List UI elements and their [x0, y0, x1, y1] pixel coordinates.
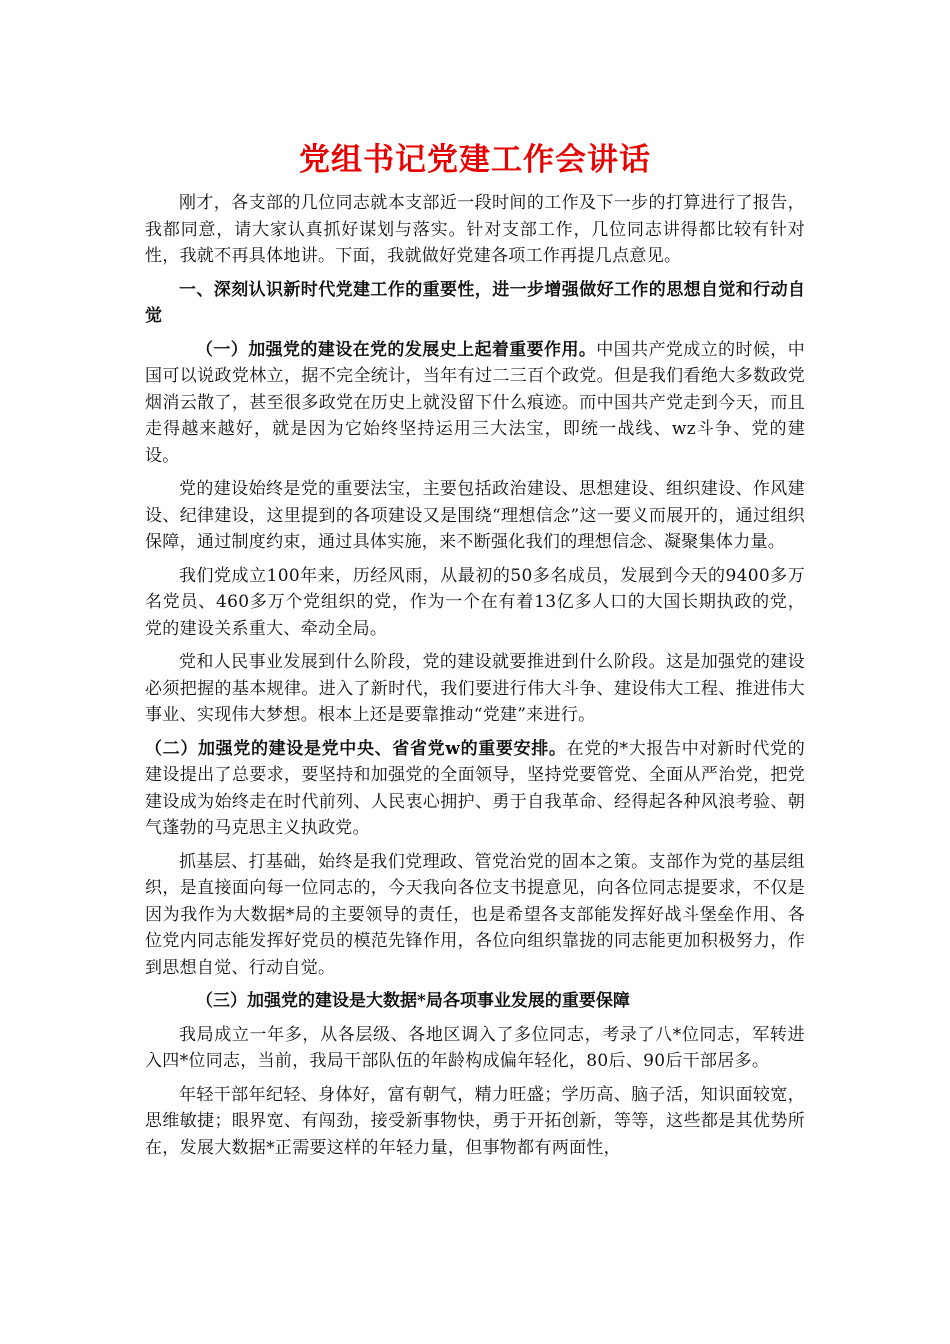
subsection-1-heading: （一）加强党的建设在党的发展史上起着重要作用。	[196, 339, 597, 360]
paragraph-grassroots: 抓基层、打基础，始终是我们党理政、管党治党的固本之策。支部作为党的基层组织，是直接面向每一位同志的，今天我向各位支书提意见，向各位同志提要求，不仅是因为我作为大数据*局的主要领导的责任，也是希望各支部能发挥好战斗堡垒作用、各位党内同志能发挥好党员的模范先锋作用，各位向组织靠拢的同志能更加积极努力，作到思想自觉、行动自觉。	[145, 851, 805, 978]
subsection-2-text: 在党的*大报告中对新时代党的建设提出了总要求，要坚持和加强党的全面领导，坚持党要管党、全面从严治党，把党建设成为始终走在时代前列、人民衷心拥护、勇于自我革命、经得起各种风浪考验、朝气蓬勃的马克思主义执政党。	[145, 738, 805, 838]
document-title: 党组书记党建工作会讲话	[299, 142, 651, 178]
section-heading-1: 一、深刻认识新时代党建工作的重要性，进一步增强做好工作的思想自觉和行动自觉	[145, 279, 805, 326]
paragraph-100-years: 我们党成立100年来，历经风雨，从最初的50多名成员，发展到今天的9400多万名党员、460多万个党组织的党，作为一个在有着13亿多人口的大国长期执政的党，党的建设关系重大、牵动全局。	[145, 565, 805, 639]
subsection-1-text: 中国共产党成立的时候，中国可以说政党林立，据不完全统计，当年有过二三百个政党。但是我们看绝大多数政党烟消云散了，甚至很多政党在历史上就没留下什么痕迹。而中国共产党走到今天，而且走得越来越好，就是因为它始终坚持运用三大法宝，即统一战线、wz斗争、党的建设。	[145, 339, 805, 466]
document-page	[145, 128, 805, 1168]
paragraph-new-era: 党和人民事业发展到什么阶段，党的建设就要推进到什么阶段。这是加强党的建设必须把握的基本规律。进入了新时代，我们要进行伟大斗争、建设伟大工程、推进伟大事业、实现伟大梦想。根本上还是要靠推动“党建”来进行。	[145, 652, 805, 725]
paragraph-bureau-staff: 我局成立一年多，从各层级、各地区调入了多位同志，考录了八*位同志，军转进入四*位同志，当前，我局干部队伍的年龄构成偏年轻化，80后、90后干部居多。	[145, 1024, 805, 1071]
subsection-2-heading: （二）加强党的建设是党中央、省省党w的重要安排。	[145, 738, 567, 759]
subsection-3-heading: （三）加强党的建设是大数据*局各项事业发展的重要保障	[196, 991, 630, 1011]
intro-paragraph: 刚才，各支部的几位同志就本支部近一段时间的工作及下一步的打算进行了报告，我都同意，请大家认真抓好谋划与落实。针对支部工作，几位同志讲得都比较有针对性，我就不再具体地讲。下面，我就做好党建各项工作再提几点意见。	[145, 193, 805, 266]
paragraph-young-cadres: 年轻干部年纪轻、身体好，富有朝气，精力旺盛；学历高、脑子活，知识面较宽，思维敏捷；眼界宽、有闯劲，接受新事物快，勇于开拓创新，等等，这些都是其优势所在，发展大数据*正需要这样的年轻力量，但事物都有两面性，	[145, 1084, 805, 1158]
subsection-2-paragraph	[145, 736, 805, 842]
paragraph-party-building: 党的建设始终是党的重要法宝，主要包括政治建设、思想建设、组织建设、作风建设、纪律建设，这里提到的各项建设又是围绕“理想信念”这一要义而展开的，通过组织保障，通过制度约束，通过具体实施，来不断强化我们的理想信念、凝聚集体力量。	[145, 479, 805, 552]
subsection-1-paragraph	[145, 337, 805, 470]
